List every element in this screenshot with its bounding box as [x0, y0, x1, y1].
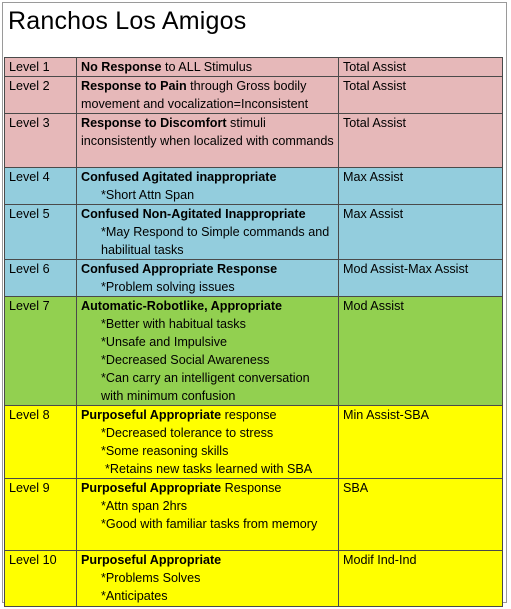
table-row	[5, 260, 503, 297]
table-row	[5, 551, 503, 607]
level-cell: Level 2	[5, 77, 77, 114]
response-detail: stimuli inconsistently when localized with commands	[81, 116, 334, 148]
assist-cell: Max Assist	[339, 168, 503, 205]
description-cell	[77, 551, 339, 607]
description-cell	[77, 114, 339, 168]
characteristic-item: *Retains new tasks learned with SBA	[105, 462, 313, 476]
level-cell: Level 5	[5, 205, 77, 260]
description-cell	[77, 479, 339, 551]
level-cell: Level 4	[5, 168, 77, 205]
assist-cell: Total Assist	[339, 58, 503, 77]
description-cell	[77, 58, 339, 77]
table-row	[5, 114, 503, 168]
level-cell: Level 8	[5, 406, 77, 479]
response-title: Purposeful Appropriate	[81, 553, 222, 567]
table-row	[5, 479, 503, 551]
assist-cell: Max Assist	[339, 205, 503, 260]
level-cell: Level 7	[5, 297, 77, 406]
assist-cell: Mod Assist-Max Assist	[339, 260, 503, 297]
response-title: Confused Non-Agitated Inappropriate	[81, 207, 306, 221]
characteristic-item: *Can carry an intelligent conversation with minimum confusion	[101, 371, 310, 403]
level-cell: Level 1	[5, 58, 77, 77]
response-title: Confused Agitated inappropriate	[81, 170, 277, 184]
response-title: Purposeful Appropriate	[81, 481, 222, 495]
description-cell	[77, 260, 339, 297]
description-cell	[77, 205, 339, 260]
characteristic-item: *May Respond to Simple commands and habilitual tasks	[101, 225, 330, 257]
response-title: Purposeful Appropriate	[81, 408, 222, 422]
level-cell: Level 3	[5, 114, 77, 168]
response-detail: Response	[221, 481, 282, 495]
characteristic-item: *Better with habitual tasks	[101, 317, 246, 331]
characteristic-item: *Anticipates	[101, 589, 168, 603]
page-title: Ranchos Los Amigos	[8, 7, 247, 35]
characteristic-item: *Short Attn Span	[101, 188, 195, 202]
assist-cell: Total Assist	[339, 77, 503, 114]
description-cell	[77, 406, 339, 479]
assist-cell: Total Assist	[339, 114, 503, 168]
characteristic-item: *Problems Solves	[101, 571, 201, 585]
response-detail: through Gross bodily movement and vocalization=Inconsistent	[81, 79, 309, 111]
description-cell	[77, 77, 339, 114]
response-title: Response to Discomfort	[81, 116, 227, 130]
characteristic-item: *Good with familiar tasks from memory	[101, 517, 318, 531]
response-title: Response to Pain	[81, 79, 187, 93]
description-cell	[77, 297, 339, 406]
response-detail: response	[221, 408, 277, 422]
characteristic-item: *Decreased tolerance to stress	[101, 426, 274, 440]
ranchos-table	[4, 57, 503, 607]
characteristic-item: *Some reasoning skills	[101, 444, 229, 458]
assist-cell: Mod Assist	[339, 297, 503, 406]
assist-cell: Min Assist-SBA	[339, 406, 503, 479]
characteristic-item: *Problem solving issues	[101, 280, 235, 294]
description-cell	[77, 168, 339, 205]
response-detail: to ALL Stimulus	[161, 60, 253, 74]
table-row	[5, 77, 503, 114]
table-row	[5, 406, 503, 479]
level-cell: Level 9	[5, 479, 77, 551]
assist-cell: SBA	[339, 479, 503, 551]
level-cell: Level 6	[5, 260, 77, 297]
response-title: No Response	[81, 60, 162, 74]
response-title: Automatic-Robotlike, Appropriate	[81, 299, 283, 313]
characteristic-item: *Decreased Social Awareness	[101, 353, 270, 367]
table-body	[5, 58, 503, 607]
characteristic-item: *Attn span 2hrs	[101, 499, 188, 513]
table-row	[5, 58, 503, 77]
level-cell: Level 10	[5, 551, 77, 607]
table-row	[5, 297, 503, 406]
response-title: Confused Appropriate Response	[81, 262, 278, 276]
characteristic-item: *Unsafe and Impulsive	[101, 335, 228, 349]
table-row	[5, 205, 503, 260]
table-row	[5, 168, 503, 205]
assist-cell: Modif Ind-Ind	[339, 551, 503, 607]
